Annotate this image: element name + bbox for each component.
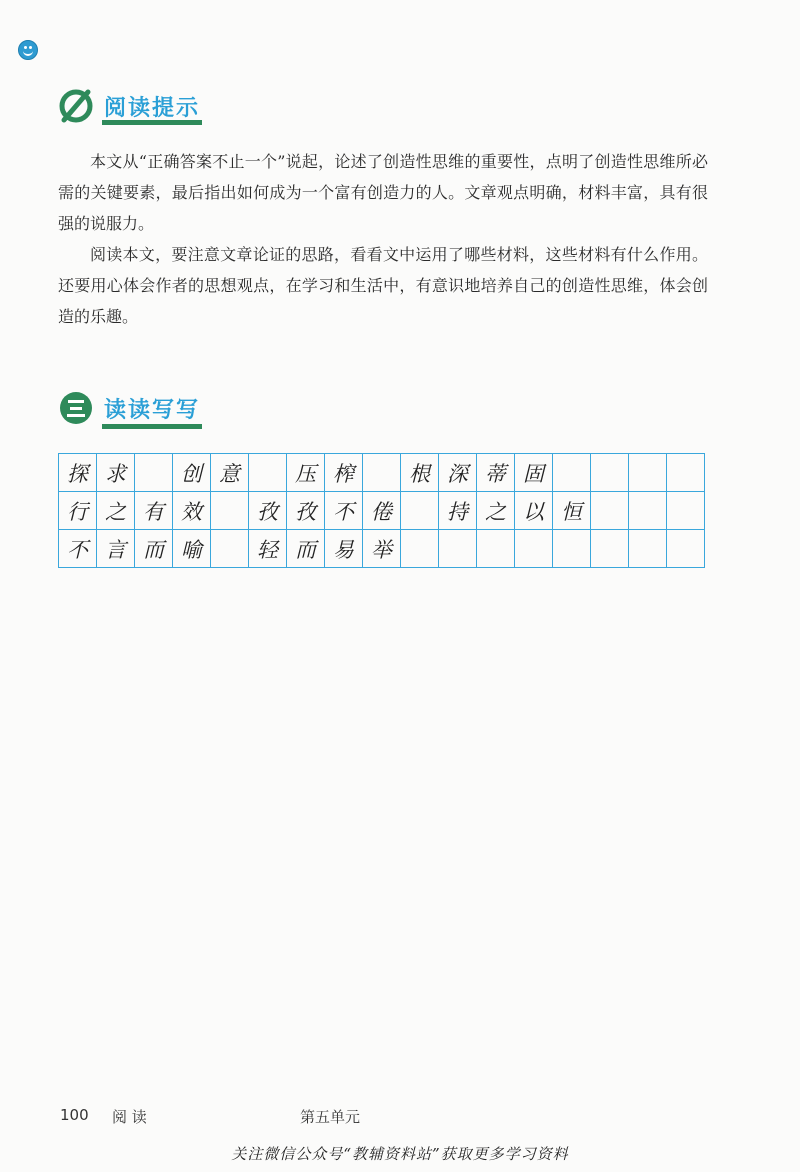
grid-cell [667,454,705,492]
grid-cell: 求 [97,454,135,492]
read-write-title: 读读写写 [104,397,201,423]
grid-cell [211,492,249,530]
grid-cell: 举 [363,530,401,568]
footer-unit-label: 第五单元 [300,1108,361,1126]
page-footer [60,1106,89,1124]
grid-cell: 根 [401,454,439,492]
grid-cell [401,492,439,530]
grid-cell: 而 [287,530,325,568]
grid-cell: 行 [59,492,97,530]
read-write-header [58,390,200,426]
grid-cell: 固 [515,454,553,492]
page-number: 100 [60,1106,89,1124]
grid-cell: 孜 [287,492,325,530]
page-corner-smiley-icon [18,40,38,60]
vocabulary-grid-row [59,530,705,568]
grid-cell: 探 [59,454,97,492]
vocabulary-grid-row [59,492,705,530]
grid-cell [515,530,553,568]
grid-cell: 不 [59,530,97,568]
grid-cell: 倦 [363,492,401,530]
vocabulary-grid [58,453,705,568]
grid-cell: 创 [173,454,211,492]
grid-cell [439,530,477,568]
grid-cell [553,530,591,568]
grid-cell: 轻 [249,530,287,568]
grid-cell: 而 [135,530,173,568]
grid-cell [629,530,667,568]
grid-cell: 压 [287,454,325,492]
grid-cell: 榨 [325,454,363,492]
grid-cell: 言 [97,530,135,568]
reading-tips-underline [102,120,202,125]
grid-cell: 之 [97,492,135,530]
grid-cell [135,454,173,492]
reading-tips-icon [58,88,94,124]
grid-cell: 孜 [249,492,287,530]
grid-cell [667,492,705,530]
grid-cell: 蒂 [477,454,515,492]
grid-cell: 意 [211,454,249,492]
reading-tips-title: 阅读提示 [104,95,201,121]
grid-cell [211,530,249,568]
vocabulary-grid-row [59,454,705,492]
grid-cell [553,454,591,492]
grid-cell [591,492,629,530]
three-lines-icon [58,390,94,426]
grid-cell [591,454,629,492]
grid-cell [629,454,667,492]
grid-cell [363,454,401,492]
grid-cell: 不 [325,492,363,530]
grid-cell: 喻 [173,530,211,568]
reading-tips-paragraph-1: 本文从“正确答案不止一个”说起，论述了创造性思维的重要性，点明了创造性思维所必需的关键要素，最后指出如何成为一个富有创造力的人。文章观点明确，材料丰富，具有很强的说服力。 [58,152,708,233]
grid-cell: 之 [477,492,515,530]
reading-tips-header [58,88,200,124]
grid-cell [591,530,629,568]
watermark-text: 关注微信公众号“教辅资料站”获取更多学习资料 [231,1145,569,1163]
grid-cell: 以 [515,492,553,530]
read-write-underline [102,424,202,429]
footer-section-label: 阅 读 [112,1108,147,1126]
reading-tips-paragraph-2: 阅读本文，要注意文章论证的思路，看看文中运用了哪些材料，这些材料有什么作用。还要用心体会作者的思想观点，在学习和生活中，有意识地培养自己的创造性思维，体会创造的乐趣。 [58,245,708,326]
grid-cell: 效 [173,492,211,530]
grid-cell [629,492,667,530]
grid-cell [249,454,287,492]
grid-cell: 深 [439,454,477,492]
grid-cell: 持 [439,492,477,530]
grid-cell: 恒 [553,492,591,530]
grid-cell [477,530,515,568]
grid-cell: 易 [325,530,363,568]
grid-cell: 有 [135,492,173,530]
grid-cell [401,530,439,568]
grid-cell [667,530,705,568]
